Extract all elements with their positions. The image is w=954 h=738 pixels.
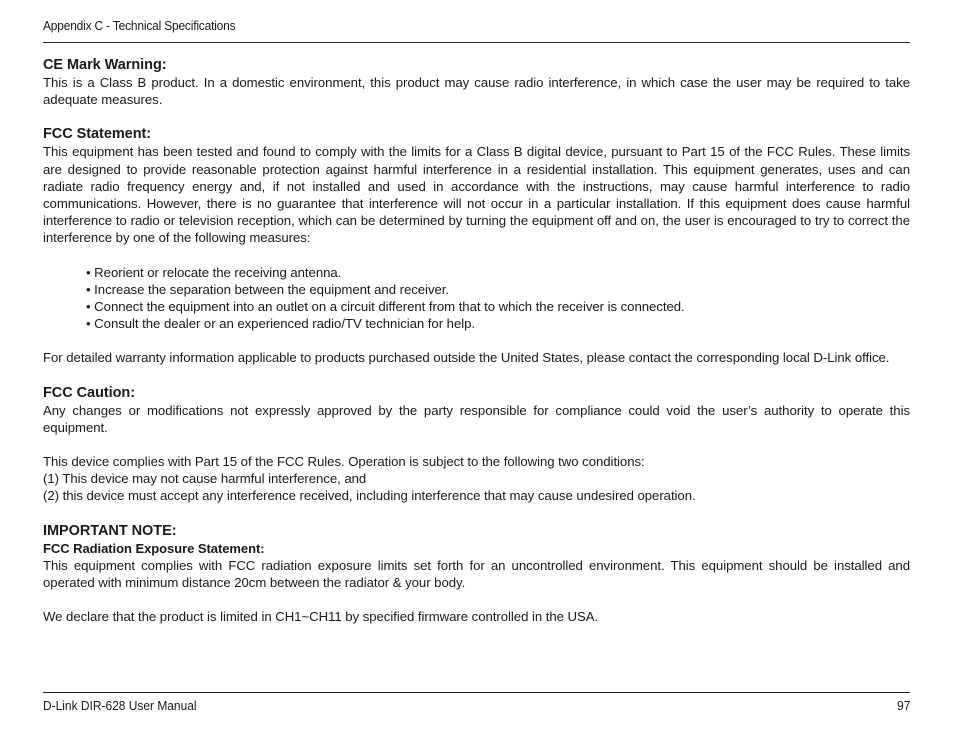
radiation-subheading: FCC Radiation Exposure Statement: xyxy=(43,540,265,556)
list-item: • Connect the equipment into an outlet on a circuit different from that to which the receiver is connected. xyxy=(86,299,685,315)
spacer xyxy=(43,367,910,384)
spacer xyxy=(43,591,910,608)
footer-divider xyxy=(43,692,910,693)
ce-heading: CE Mark Warning: xyxy=(43,57,167,73)
condition-1: (1) This device may not cause harmful interference, and xyxy=(43,471,367,487)
fcc-caution-heading: FCC Caution: xyxy=(43,384,136,401)
ce-text: This is a Class B product. In a domestic environment, this product may cause radio interference, in which case the user may be required to take adequate measures. xyxy=(43,75,910,108)
important-heading: IMPORTANT NOTE: xyxy=(43,522,177,539)
page-content xyxy=(43,56,910,625)
spacer xyxy=(43,247,910,264)
fcc-caution-text: Any changes or modifications not expressly approved by the party responsible for compliance could void the user’s authority to operate this equipment. xyxy=(43,402,910,435)
list-item: • Increase the separation between the equipment and receiver. xyxy=(86,281,449,297)
spacer xyxy=(43,108,910,125)
warranty-text: For detailed warranty information applicable to products purchased outside the United States, please contact the corresponding local D-Link office. xyxy=(43,350,890,366)
measures-list xyxy=(43,264,910,333)
footer-manual-title: D-Link DIR-628 User Manual xyxy=(43,698,197,713)
channel-text: We declare that the product is limited in CH1~CH11 by specified firmware controlled in the USA. xyxy=(43,609,599,625)
part15-text: This device complies with Part 15 of the FCC Rules. Operation is subject to the following two conditions: xyxy=(43,454,645,470)
spacer xyxy=(43,505,910,522)
page-number: 97 xyxy=(896,698,910,713)
condition-2: (2) this device must accept any interference received, including interference that may cause undesired operation. xyxy=(43,488,696,504)
fcc-statement-text: This equipment has been tested and found to comply with the limits for a Class B digital device, pursuant to Part 15 of the FCC Rules. These limits are designed to provide reasonable protection against harmful interference in a residential installation. This equipment generates, uses and can radiate radio frequency energy and, if not installed and used in accordance with the instructions, may cause harmful interference to radio communications. However, there is no guarantee that interference will not occur in a particular installation. If this equipment does cause harmful interference to radio or television reception, which can be determined by turning the equipment off and on, the user is encouraged to try to correct the interference by one of the following measures: xyxy=(43,144,910,246)
list-item: • Consult the dealer or an experienced radio/TV technician for help. xyxy=(86,316,476,332)
radiation-text: This equipment complies with FCC radiation exposure limits set forth for an uncontrolled environment. This equipment should be installed and operated with minimum distance 20cm between the radiator & your body. xyxy=(43,557,910,590)
fcc-statement-heading: FCC Statement: xyxy=(43,126,152,143)
page-header: Appendix C - Technical Specifications xyxy=(43,18,236,33)
list-item: • Reorient or relocate the receiving antenna. xyxy=(86,264,342,280)
spacer xyxy=(43,332,910,349)
header-divider xyxy=(43,42,910,43)
spacer xyxy=(43,436,910,453)
